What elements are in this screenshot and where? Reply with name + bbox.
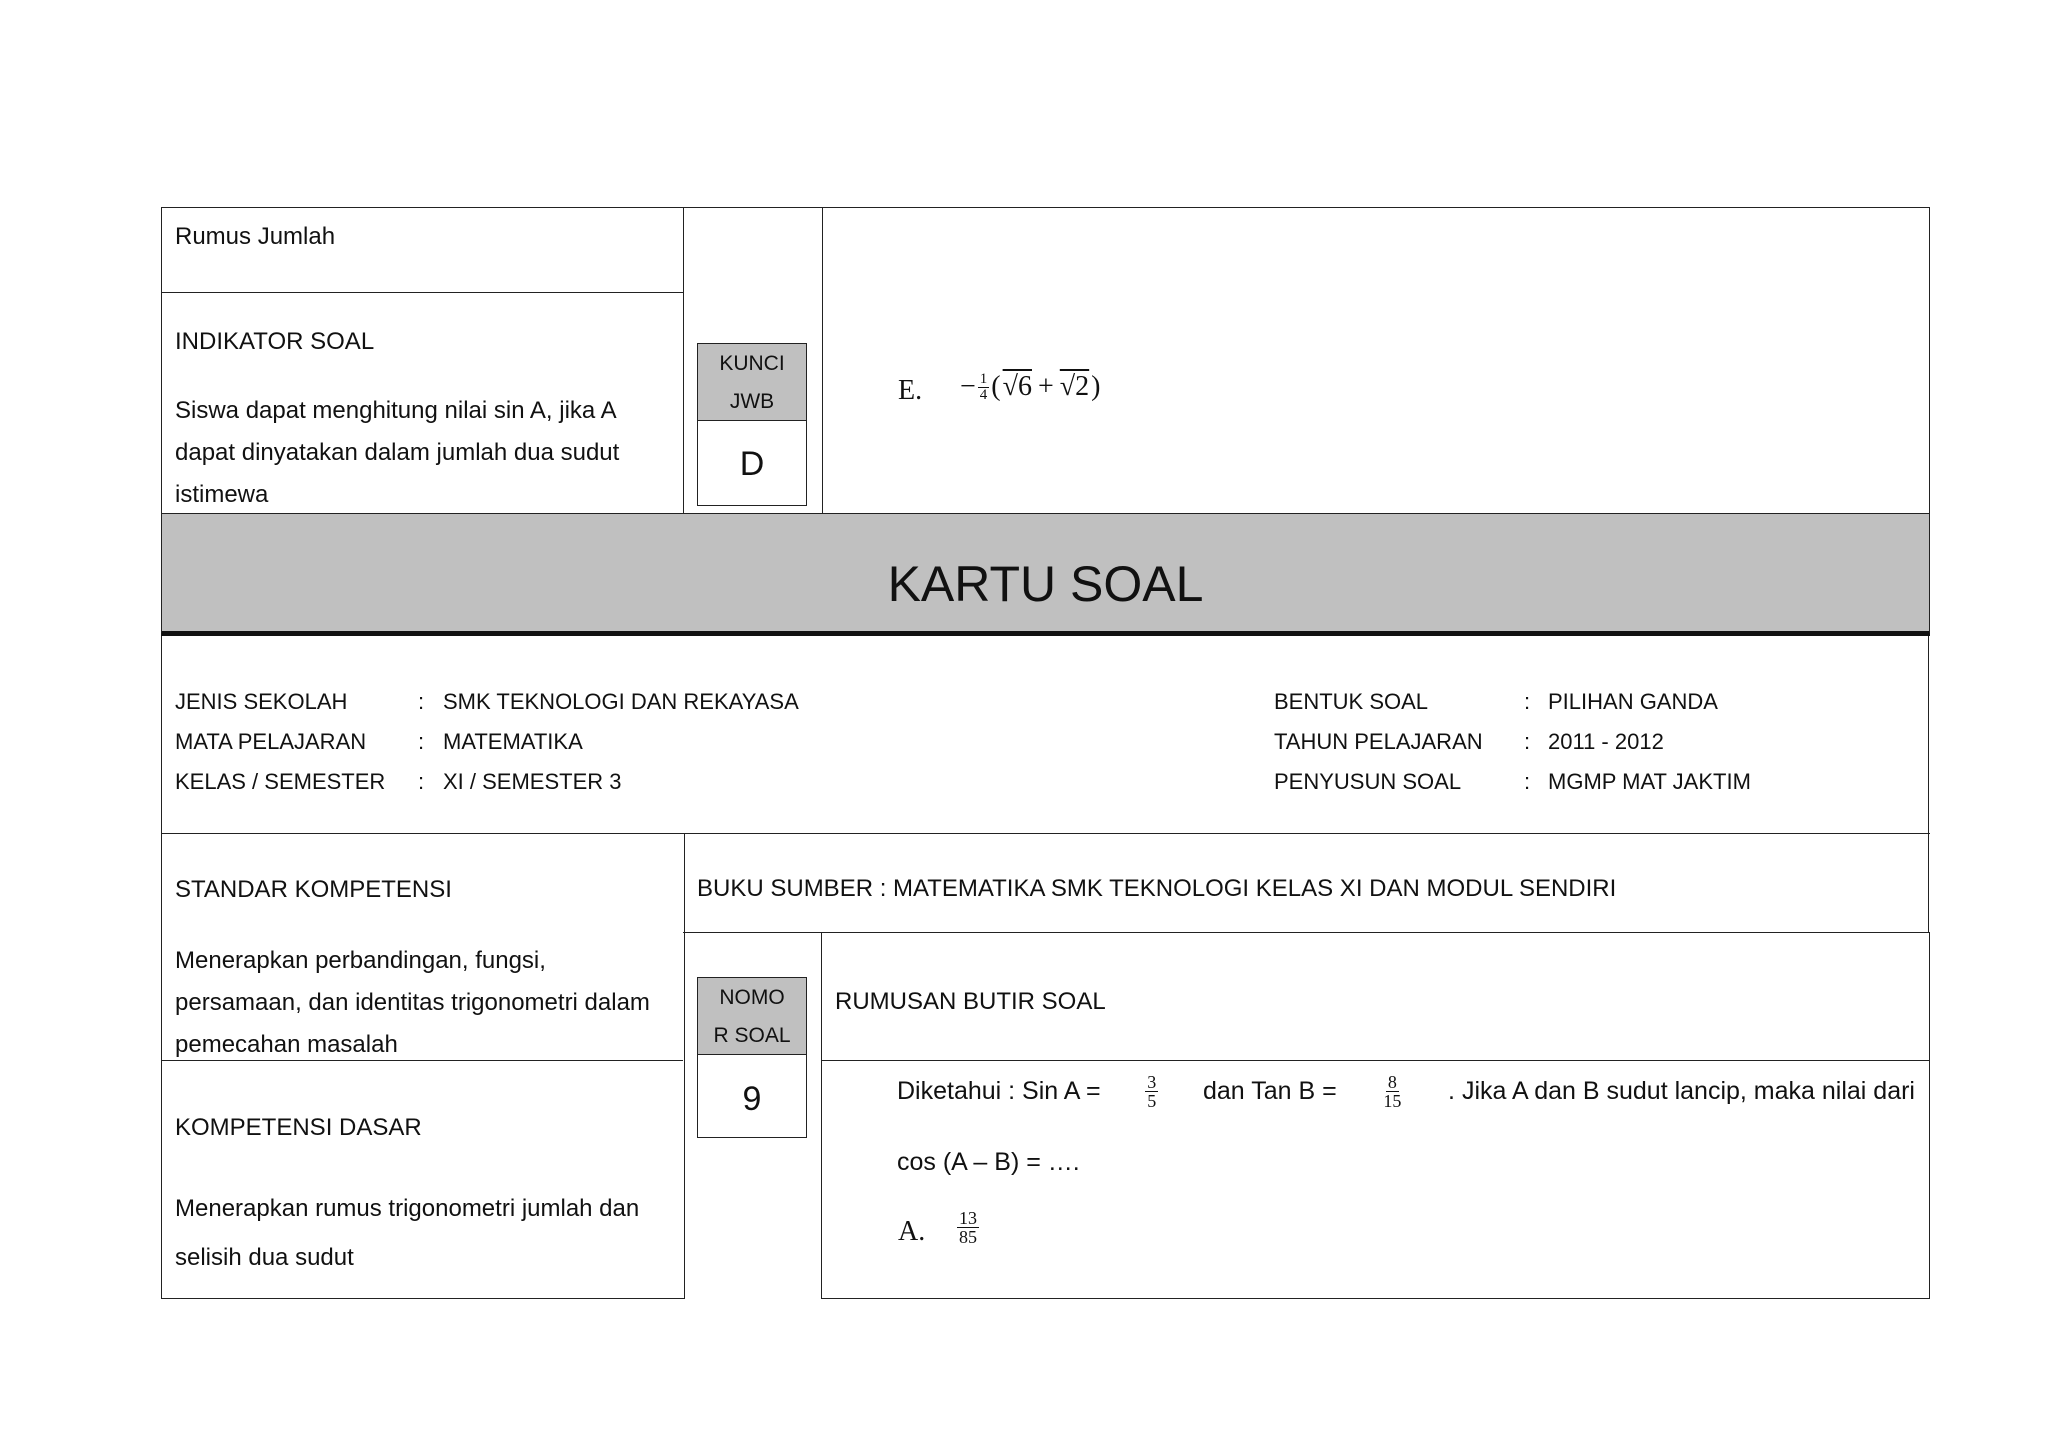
question-number-value: 9 xyxy=(742,1080,762,1118)
option-e-plus: + xyxy=(1038,371,1054,402)
top-divider-left xyxy=(683,207,684,514)
basic-competency-label: KOMPETENSI DASAR xyxy=(175,1114,422,1141)
info-right-label-3: PENYUSUN SOAL xyxy=(1274,769,1462,794)
info-right-label-2: TAHUN PELAJARAN xyxy=(1274,729,1483,754)
info-right-label-1: BENTUK SOAL xyxy=(1274,689,1429,714)
info-left-sep-3: : xyxy=(418,769,425,794)
source-book-right-border xyxy=(1928,833,1929,933)
topic-divider xyxy=(161,292,683,293)
sin-a-fraction xyxy=(1145,1073,1158,1110)
question-header-divider xyxy=(821,1060,1930,1061)
option-e-letter: E. xyxy=(898,375,923,406)
info-left-label-3: KELAS / SEMESTER xyxy=(175,769,386,794)
option-e-frac-num: 1 xyxy=(979,370,988,387)
info-right-sep-3: : xyxy=(1524,769,1531,794)
page-title: KARTU SOAL xyxy=(887,556,1204,612)
info-left-label-2: MATA PELAJARAN xyxy=(175,729,367,754)
question-part-2: dan Tan B = xyxy=(1202,1077,1337,1105)
question-number-label-1: NOMO xyxy=(719,986,785,1009)
info-left-value-2: MATEMATIKA xyxy=(443,729,583,754)
info-right-value-1: PILIHAN GANDA xyxy=(1548,689,1718,714)
subject-topic: Rumus Jumlah xyxy=(175,223,336,250)
info-left-border xyxy=(161,636,162,834)
answer-key-value: D xyxy=(739,445,765,483)
info-right-sep-2: : xyxy=(1524,729,1531,754)
question-part-1: Diketahui : Sin A = xyxy=(897,1077,1101,1105)
info-right-border xyxy=(1928,636,1929,834)
option-a-den: 85 xyxy=(959,1227,977,1247)
tan-b-den: 15 xyxy=(1383,1090,1402,1111)
info-right-value-3: MGMP MAT JAKTIM xyxy=(1548,769,1751,794)
top-divider-right xyxy=(822,207,823,514)
option-e-expression xyxy=(960,362,1101,412)
question-line-1 xyxy=(897,1066,1915,1116)
standard-label: STANDAR KOMPETENSI xyxy=(175,876,452,903)
answer-key-label-2: JWB xyxy=(729,390,775,413)
source-book: BUKU SUMBER : MATEMATIKA SMK TEKNOLOGI KELAS XI DAN MODUL SENDIRI xyxy=(697,875,1617,902)
indicator-line-1: Siswa dapat menghitung nilai sin A, jika A xyxy=(175,397,617,424)
option-e-root-2: √2 xyxy=(1059,371,1090,402)
sin-a-den: 5 xyxy=(1147,1090,1157,1111)
option-e-frac-den: 4 xyxy=(979,386,988,403)
standard-line-1: Menerapkan perbandingan, fungsi, xyxy=(175,947,546,974)
option-a-letter: A. xyxy=(898,1216,926,1247)
basic-competency-line-1: Menerapkan rumus trigonometri jumlah dan xyxy=(175,1195,640,1222)
question-header: RUMUSAN BUTIR SOAL xyxy=(835,988,1106,1015)
tan-b-fraction xyxy=(1381,1073,1403,1110)
info-left-value-3: XI / SEMESTER 3 xyxy=(443,769,622,794)
standard-line-2: persamaan, dan identitas trigonometri dalam xyxy=(175,989,650,1016)
answer-key-label-1: KUNCI xyxy=(719,352,785,375)
indicator-label: INDIKATOR SOAL xyxy=(175,328,375,355)
question-number-label-2: R SOAL xyxy=(713,1024,791,1047)
option-a-fraction xyxy=(957,1209,979,1246)
standard-line-3: pemecahan masalah xyxy=(175,1031,398,1058)
info-right-value-2: 2011 - 2012 xyxy=(1548,729,1664,754)
sin-a-num: 3 xyxy=(1147,1071,1157,1092)
indicator-line-3: istimewa xyxy=(175,481,269,508)
question-line-2: cos (A – B) = …. xyxy=(897,1148,1080,1176)
question-part-3: . Jika A dan B sudut lancip, maka nilai dari xyxy=(1448,1077,1915,1105)
indicator-line-2: dapat dinyatakan dalam jumlah dua sudut xyxy=(175,439,620,466)
option-e-paren-close: ) xyxy=(1091,371,1101,402)
option-e-paren-open: ( xyxy=(991,371,1001,402)
info-left-sep-1: : xyxy=(418,689,425,714)
option-e-root-6: √6 xyxy=(1002,371,1032,402)
option-e-sign: − xyxy=(960,371,976,402)
info-right-sep-1: : xyxy=(1524,689,1531,714)
basic-competency-line-2: selisih dua sudut xyxy=(175,1244,354,1271)
option-a-num: 13 xyxy=(959,1208,977,1228)
option-e-fraction xyxy=(978,372,990,403)
info-left-sep-2: : xyxy=(418,729,425,754)
tan-b-num: 8 xyxy=(1387,1071,1397,1092)
info-left-value-1: SMK TEKNOLOGI DAN REKAYASA xyxy=(443,689,799,714)
info-left-label-1: JENIS SEKOLAH xyxy=(175,689,348,714)
